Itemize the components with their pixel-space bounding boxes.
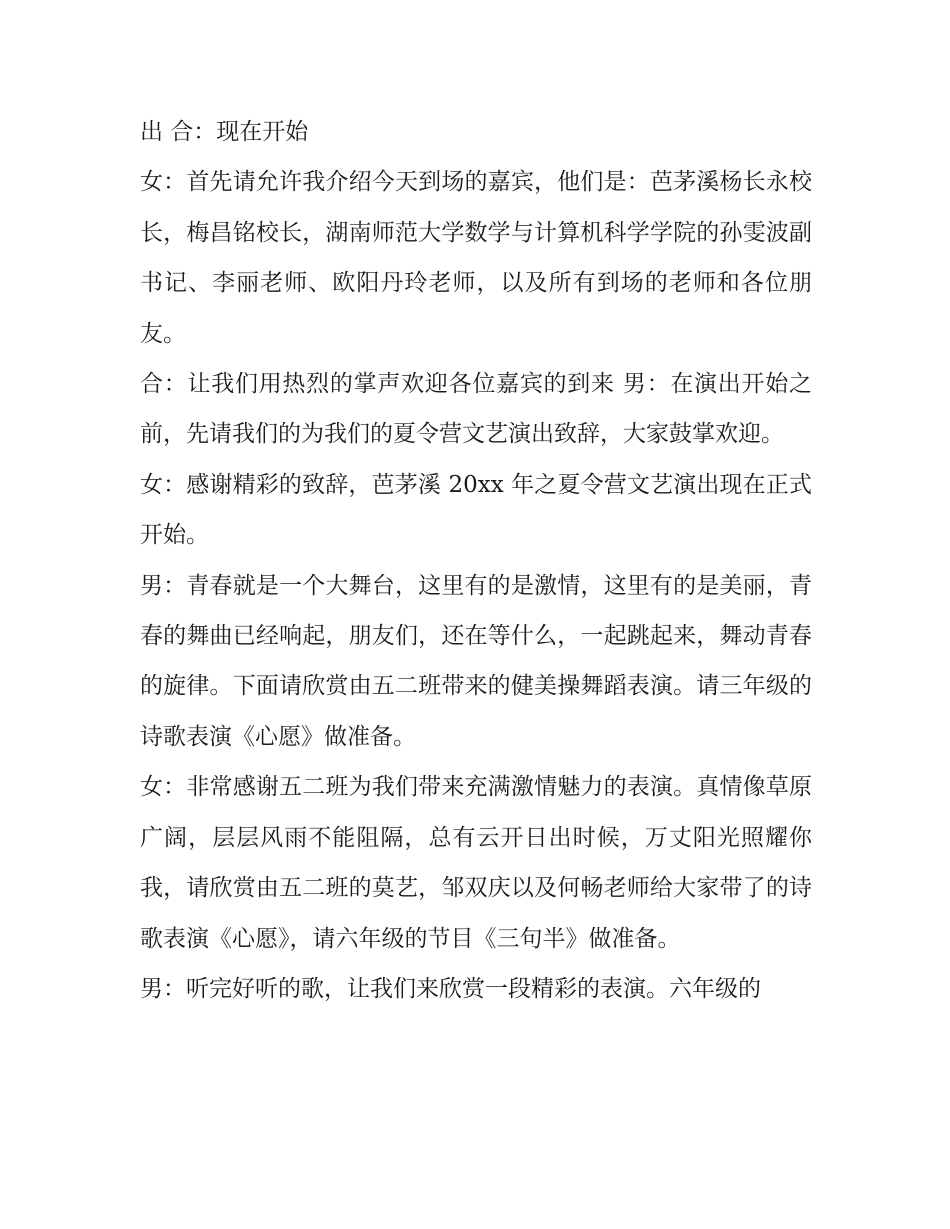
paragraph-welcome: 合：让我们用热烈的掌声欢迎各位嘉宾的到来 男：在演出开始之前，先请我们的为我们的夏令营文艺演出致辞，大家鼓掌欢迎。 <box>140 371 812 448</box>
paragraph-guest-intro: 女：首先请允许我介绍今天到场的嘉宾，他们是：芭茅溪杨长永校长，梅昌铭校长，湖南师范大学数学与计算机科学学院的孙雯波副书记、李丽老师、欧阳丹玲老师，以及所有到场的老师和各位朋友。 <box>140 169 812 347</box>
paragraph-official-start: 女：感谢精彩的致辞，芭茅溪 20xx 年之夏令营文艺演出现在正式开始。 <box>140 471 812 549</box>
paragraph-sixth-grade: 男：听完好听的歌，让我们来欣赏一段精彩的表演。六年级的 <box>140 975 761 1002</box>
paragraph-dance-intro: 男：青春就是一个大舞台，这里有的是激情，这里有的是美丽，青春的舞曲已经响起，朋友们，还在等什么，一起跳起来，舞动青春的旋律。下面请欣赏由五二班带来的健美操舞蹈表演。请三年级的诗歌表演《心愿》做准备。 <box>140 572 812 750</box>
paragraph-poem-intro: 女：非常感谢五二班为我们带来充满激情魅力的表演。真情像草原广阔，层层风雨不能阻隔，总有云开日出时候，万丈阳光照耀你我，请欣赏由五二班的莫艺，邹双庆以及何畅老师给大家带了的诗歌表演《心愿》，请六年级的节目《三句半》做准备。 <box>140 774 812 952</box>
paragraph-opening: 出 合：现在开始 <box>140 119 309 145</box>
document-body <box>140 107 812 1014</box>
